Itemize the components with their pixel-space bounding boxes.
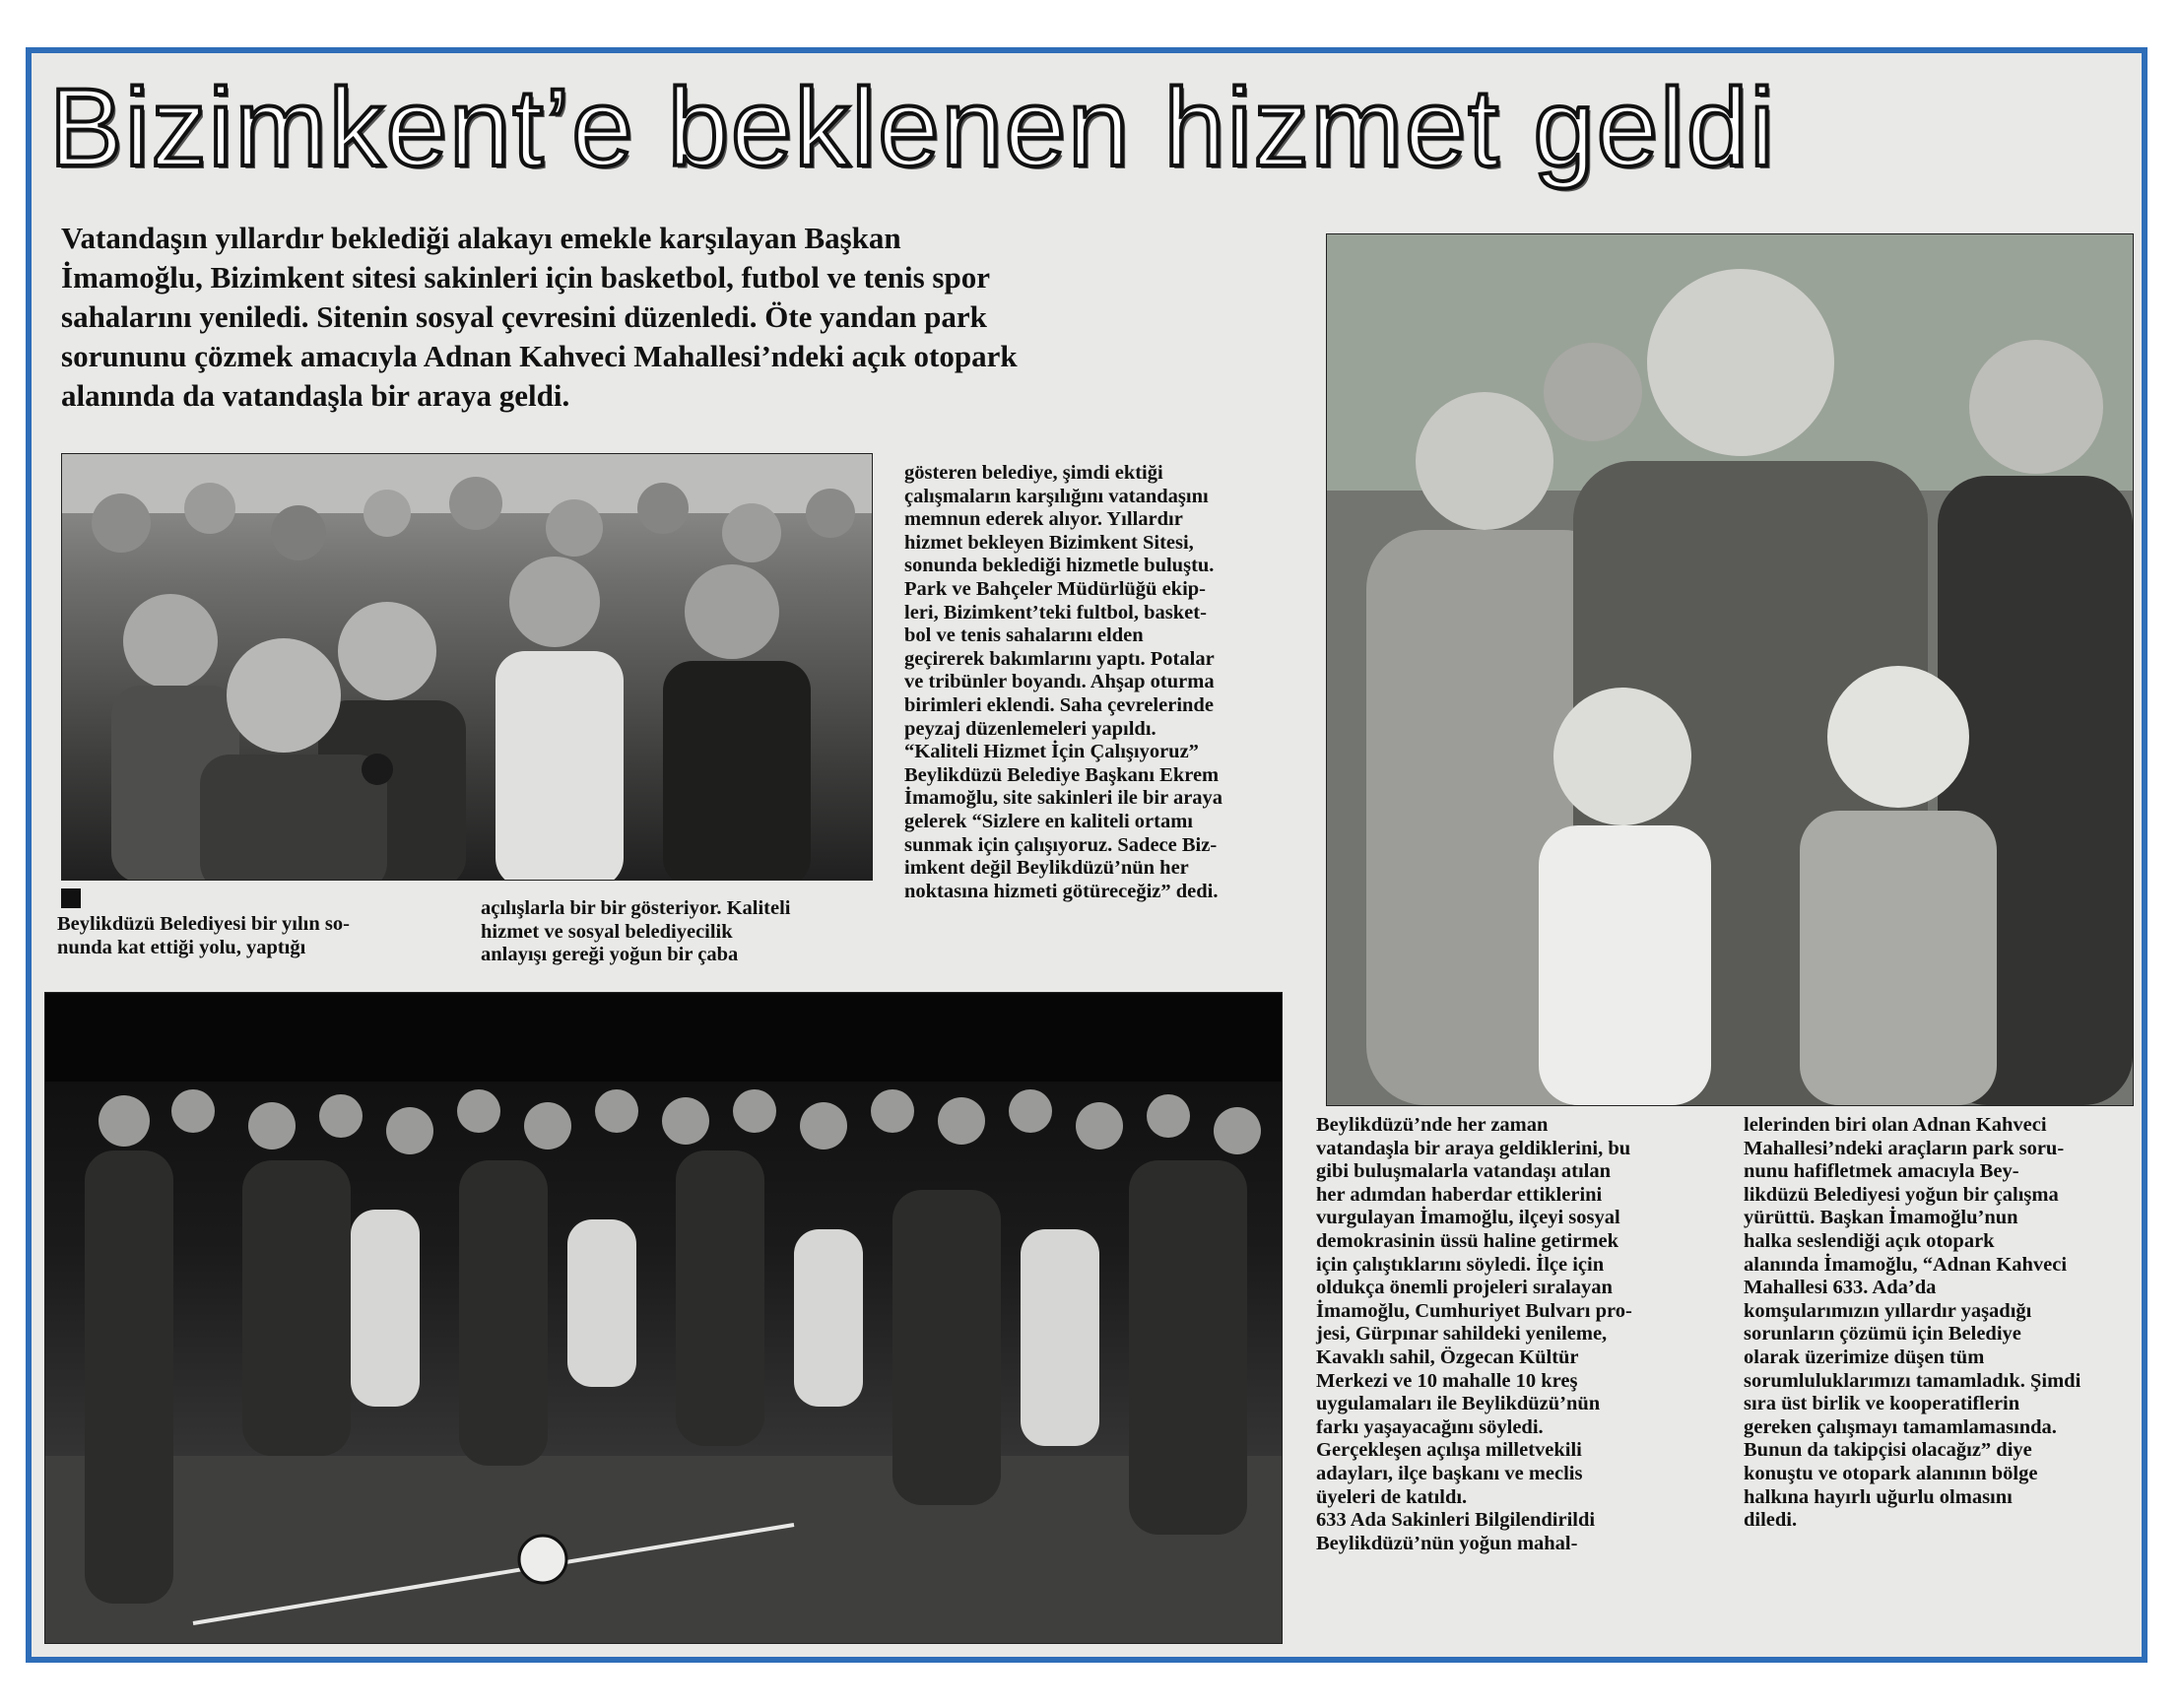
column-line: Merkezi ve 10 mahalle 10 kreş: [1316, 1369, 1578, 1392]
column-line: jesi, Gürpınar sahildeki yenileme,: [1316, 1323, 1608, 1346]
column-line: memnun ederek alıyor. Yıllardır: [904, 508, 1183, 531]
column-line: komşularımızın yıllardır yaşadığı: [1744, 1299, 2032, 1322]
column-line: sıra üst birlik ve kooperatiflerin: [1744, 1393, 2020, 1415]
column-line: ve tribünler boyandı. Ahşap oturma: [904, 671, 1215, 693]
column-line: diledi.: [1744, 1509, 1798, 1532]
column-line: için çalıştıklarını söyledi. İlçe için: [1316, 1253, 1605, 1276]
article-headline: Bizimkent’e beklenen hizmet geldi: [49, 66, 1777, 189]
column-bottom-right-1: [1316, 1114, 1712, 1555]
column-line: Park ve Bahçeler Müdürlüğü ekip-: [904, 577, 1206, 600]
column-line: farkı yaşayacağını söyledi.: [1316, 1415, 1544, 1438]
column-line: vatandaşla bir araya geldiklerini, bu: [1316, 1137, 1631, 1159]
column-line: olarak üzerimize düşen tüm: [1744, 1346, 1985, 1368]
photo-speaker-crowd: [61, 453, 873, 881]
column-line: bol ve tenis sahalarını elden: [904, 624, 1144, 647]
column-line: yürüttü. Başkan İmamoğlu’nun: [1744, 1207, 2018, 1229]
column-line: imkent değil Beylikdüzü’nün her: [904, 857, 1189, 880]
column-line: Beylikdüzü Belediyesi bir yılın so-: [57, 913, 350, 935]
column-top-right-of-photo: [904, 462, 1283, 903]
column-line: Gerçekleşen açılışa milletvekili: [1316, 1439, 1582, 1462]
column-line: likdüzü Belediyesi yoğun bir çalışma: [1744, 1183, 2059, 1206]
column-line: sonunda beklediği hizmetle buluştu.: [904, 555, 1215, 577]
lead-line: sorununu çözmek amacıyla Adnan Kahveci Mahallesi’ndeki açık otopark: [61, 339, 1018, 373]
lead-line: alanında da vatandaşla bir araya geldi.: [61, 378, 570, 413]
column-line: çalışmaların karşılığını vatandaşını: [904, 485, 1209, 507]
column-line: peyzaj düzenlemeleri yapıldı.: [904, 717, 1156, 740]
column-line: lelerinden biri olan Adnan Kahveci: [1744, 1114, 2047, 1136]
column-line: İmamoğlu, Cumhuriyet Bulvarı pro-: [1316, 1299, 1632, 1322]
column-line: Beylikdüzü’nde her zaman: [1316, 1114, 1549, 1136]
column-line: Kavaklı sahil, Özgecan Kültür: [1316, 1346, 1579, 1368]
photo-mayor-children-art: [1327, 234, 2133, 1105]
column-line: üyeleri de katıldı.: [1316, 1485, 1468, 1508]
column-line: Mahallesi 633. Ada’da: [1744, 1277, 1937, 1299]
photo-night-crowd: [44, 992, 1283, 1644]
column-line: 633 Ada Sakinleri Bilgilendirildi: [1316, 1509, 1596, 1532]
column-line: oldukça önemli projeleri sıralayan: [1316, 1277, 1613, 1299]
lead-line: Vatandaşın yıllardır beklediği alakayı emekle karşılayan Başkan: [61, 221, 901, 255]
column-line: halka seslendiği açık otopark: [1744, 1229, 1995, 1252]
photo-mayor-children: [1326, 233, 2134, 1106]
column-line: halkına hayırlı uğurlu olmasını: [1744, 1485, 2013, 1508]
column-line: Beylikdüzü’nün yoğun mahal-: [1316, 1532, 1578, 1554]
column-line: gösteren belediye, şimdi ektiği: [904, 462, 1163, 484]
column-line: konuştu ve otopark alanının bölge: [1744, 1462, 2038, 1484]
column-line: İmamoğlu, site sakinleri ile bir araya: [904, 787, 1223, 810]
column-line: nunda kat ettiği yolu, yaptığı: [57, 936, 306, 958]
column-line: anlayışı gereği yoğun bir çaba: [481, 944, 739, 966]
column-line: hizmet bekleyen Bizimkent Sitesi,: [904, 531, 1194, 554]
column-line: sunmak için çalışıyoruz. Sadece Biz-: [904, 833, 1218, 856]
article-lead: [61, 219, 1283, 416]
column-line: gibi buluşmalarla vatandaşı atılan: [1316, 1160, 1612, 1183]
column-middle-small: [481, 897, 855, 967]
column-line: açılışlarla bir bir gösteriyor. Kaliteli: [481, 897, 791, 919]
column-line: gelerek “Sizlere en kaliteli ortamı: [904, 810, 1193, 832]
column-line: Mahallesi’ndeki araçların park soru-: [1744, 1137, 2065, 1159]
column-line: nunu hafifletmek amacıyla Bey-: [1744, 1160, 2019, 1183]
photo-night-crowd-art: [45, 993, 1282, 1643]
paragraph-bullet: [61, 888, 81, 908]
column-line: sorunların çözümü için Belediye: [1744, 1323, 2021, 1346]
column-line: Beylikdüzü Belediye Başkanı Ekrem: [904, 763, 1220, 786]
column-line: birimleri eklendi. Saha çevrelerinde: [904, 693, 1214, 716]
column-bottom-right-2: [1744, 1114, 2138, 1533]
lead-line: İmamoğlu, Bizimkent sitesi sakinleri için basketbol, futbol ve tenis spor: [61, 260, 990, 295]
column-line: vurgulayan İmamoğlu, ilçeyi sosyal: [1316, 1207, 1620, 1229]
column-line: alanında İmamoğlu, “Adnan Kahveci: [1744, 1253, 2068, 1276]
column-line: gereken çalışmayı tamamlamasında.: [1744, 1415, 2057, 1438]
column-line: uygulamaları ile Beylikdüzü’nün: [1316, 1393, 1601, 1415]
column-line: noktasına hizmeti götüreceğiz” dedi.: [904, 880, 1219, 902]
column-line: adayları, ilçe başkanı ve meclis: [1316, 1462, 1583, 1484]
column-line: sorumluluklarımızı tamamladık. Şimdi: [1744, 1369, 2081, 1392]
column-line: “Kaliteli Hizmet İçin Çalışıyoruz”: [904, 741, 1199, 763]
column-line: leri, Bizimkent’teki fultbol, basket-: [904, 601, 1207, 624]
column-line: demokrasinin üssü haline getirmek: [1316, 1229, 1618, 1252]
column-line: Bunun da takipçisi olacağız” diye: [1744, 1439, 2032, 1462]
photo-speaker-crowd-art: [62, 454, 872, 880]
column-left-small: [57, 913, 422, 959]
column-line: geçirerek bakımlarını yaptı. Potalar: [904, 647, 1215, 670]
column-line: hizmet ve sosyal belediyecilik: [481, 920, 733, 943]
lead-line: sahalarını yeniledi. Sitenin sosyal çevresini düzenledi. Öte yandan park: [61, 299, 987, 334]
column-line: her adımdan haberdar ettiklerini: [1316, 1183, 1603, 1206]
